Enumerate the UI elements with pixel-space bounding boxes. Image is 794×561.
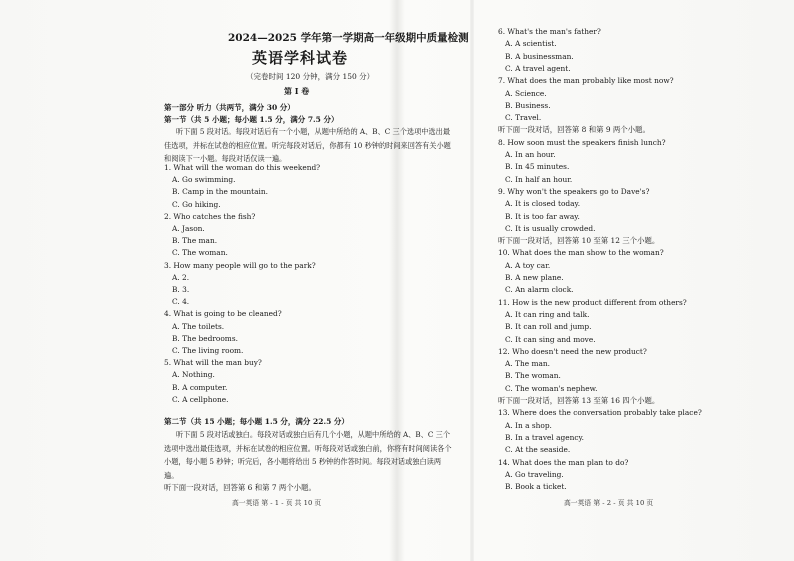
- answer-option: B. In a travel agency.: [505, 432, 585, 442]
- answer-option: A. Science.: [505, 88, 547, 98]
- question-text: 13. Where does the conversation probably take place?: [498, 408, 702, 418]
- answer-option: B. In 45 minutes.: [505, 162, 570, 172]
- dialogue-note: 听下面一段对话，回答第 10 至第 12 三个小题。: [498, 236, 660, 246]
- answer-option: C. An alarm clock.: [505, 285, 574, 295]
- answer-option: C. Go hiking.: [172, 199, 221, 209]
- answer-option: C. Travel.: [505, 113, 542, 123]
- answer-option: B. A new plane.: [505, 273, 564, 282]
- answer-option: B. Book a ticket.: [505, 482, 567, 492]
- page-2: [494, 0, 784, 561]
- section-heading: 第一节（共 5 小题；每小题 1.5 分，满分 7.5 分）: [164, 115, 339, 124]
- answer-option: B. The bedrooms.: [172, 333, 238, 343]
- question-text: 7. What does the man probably like most now?: [498, 76, 674, 86]
- answer-option: C. The woman.: [172, 248, 228, 258]
- question-text: 3. How many people will go to the park?: [164, 260, 316, 270]
- answer-option: C. In half an hour.: [505, 174, 573, 184]
- answer-option: A. Go swimming.: [172, 175, 236, 185]
- answer-option: B. The man.: [172, 236, 218, 246]
- answer-option: A. A scientist.: [505, 39, 557, 49]
- question-text: 10. What does the man show to the woman?: [498, 248, 664, 258]
- volume-label: 第 I 卷: [284, 86, 310, 96]
- answer-option: B. 3.: [172, 285, 190, 294]
- answer-option: B. Business.: [505, 100, 551, 110]
- answer-option: A. Go traveling.: [505, 469, 564, 479]
- answer-option: A. Jason.: [172, 224, 205, 233]
- page-divider: [470, 0, 474, 561]
- answer-option: A. Nothing.: [172, 370, 215, 380]
- answer-option: A. The man.: [505, 359, 550, 369]
- section-instructions: 听下面 5 段对话。每段对话后有一个小题，从题中所给的 A、B、C 三个选项中选出最佳选项，并标在试卷的相应位置。听完每段对话后，你都有 10 秒钟的时间来回答有关小题和阅读下一小题。每段对话仅读一遍。: [164, 127, 451, 164]
- answer-option: B. A businessman.: [505, 51, 574, 61]
- answer-option: A. It is closed today.: [505, 199, 581, 209]
- answer-option: C. 4.: [172, 297, 190, 307]
- dialogue-note: 听下面一段对话，回答第 8 和第 9 两个小题。: [498, 125, 650, 135]
- answer-option: A. In an hour.: [505, 150, 556, 159]
- page-footer: 高一英语 第 - 2 - 页 共 10 页: [564, 499, 654, 507]
- answer-option: C. It is usually crowded.: [505, 223, 596, 233]
- exam-title: 2024—2025 学年第一学期高一年级期中质量检测: [228, 32, 469, 44]
- answer-option: B. It is too far away.: [505, 211, 580, 221]
- page-1: [160, 0, 469, 561]
- question-text: 9. Why won't the speakers go to Dave's?: [498, 186, 650, 196]
- part-heading: 第一部分 听力（共两节，满分 30 分）: [164, 103, 295, 112]
- question-text: 4. What is going to be cleaned?: [164, 309, 282, 319]
- dialogue-note: 听下面一段对话，回答第 6 和第 7 两个小题。: [164, 483, 316, 492]
- question-text: 12. Who doesn't need the new product?: [498, 346, 647, 356]
- answer-option: A. 2.: [172, 272, 190, 282]
- answer-option: C. A cellphone.: [172, 394, 229, 404]
- question-text: 14. What does the man plan to do?: [498, 457, 629, 467]
- answer-option: C. The woman's nephew.: [505, 383, 598, 393]
- section-heading: 第二节（共 15 小题；每小题 1.5 分，满分 22.5 分）: [164, 417, 349, 426]
- dialogue-note: 听下面一段对话，回答第 13 至第 16 四个小题。: [498, 396, 660, 405]
- subject-title: 英语学科试卷: [252, 49, 349, 67]
- question-text: 5. What will the man buy?: [164, 358, 262, 368]
- answer-option: A. The toilets.: [172, 321, 225, 331]
- answer-option: C. The living room.: [172, 346, 244, 355]
- answer-option: A. It can ring and talk.: [505, 309, 590, 319]
- section-instructions: 听下面 5 段对话或独白。每段对话或独白后有几个小题，从题中所给的 A、B、C 三个选项中选出最佳选项，并标在试卷的相应位置。听每段对话或独白前，你将有时间阅读各个小题，每小题 5 秒钟；听完后，各小题将给出 5 秒钟的作答时间。每段对话或独白读两遍。: [164, 430, 452, 480]
- page-footer: 高一英语 第 - 1 - 页 共 10 页: [232, 499, 322, 507]
- exam-info: （完卷时间 120 分钟，满分 150 分）: [246, 72, 375, 81]
- answer-option: C. A travel agent.: [505, 63, 571, 73]
- answer-option: C. It can sing and move.: [505, 334, 596, 344]
- answer-option: B. A computer.: [172, 382, 228, 392]
- question-text: 2. Who catches the fish?: [164, 211, 256, 221]
- answer-option: A. In a shop.: [505, 420, 552, 430]
- question-text: 11. How is the new product different from others?: [498, 297, 687, 307]
- answer-option: B. Camp in the mountain.: [172, 187, 269, 197]
- answer-option: B. It can roll and jump.: [505, 322, 592, 332]
- answer-option: C. At the seaside.: [505, 445, 571, 455]
- answer-option: A. A toy car.: [505, 260, 551, 270]
- answer-option: B. The woman.: [505, 371, 561, 381]
- question-text: 8. How soon must the speakers finish lunch?: [498, 137, 666, 147]
- question-text: 6. What's the man's father?: [498, 27, 601, 36]
- question-text: 1. What will the woman do this weekend?: [164, 163, 321, 172]
